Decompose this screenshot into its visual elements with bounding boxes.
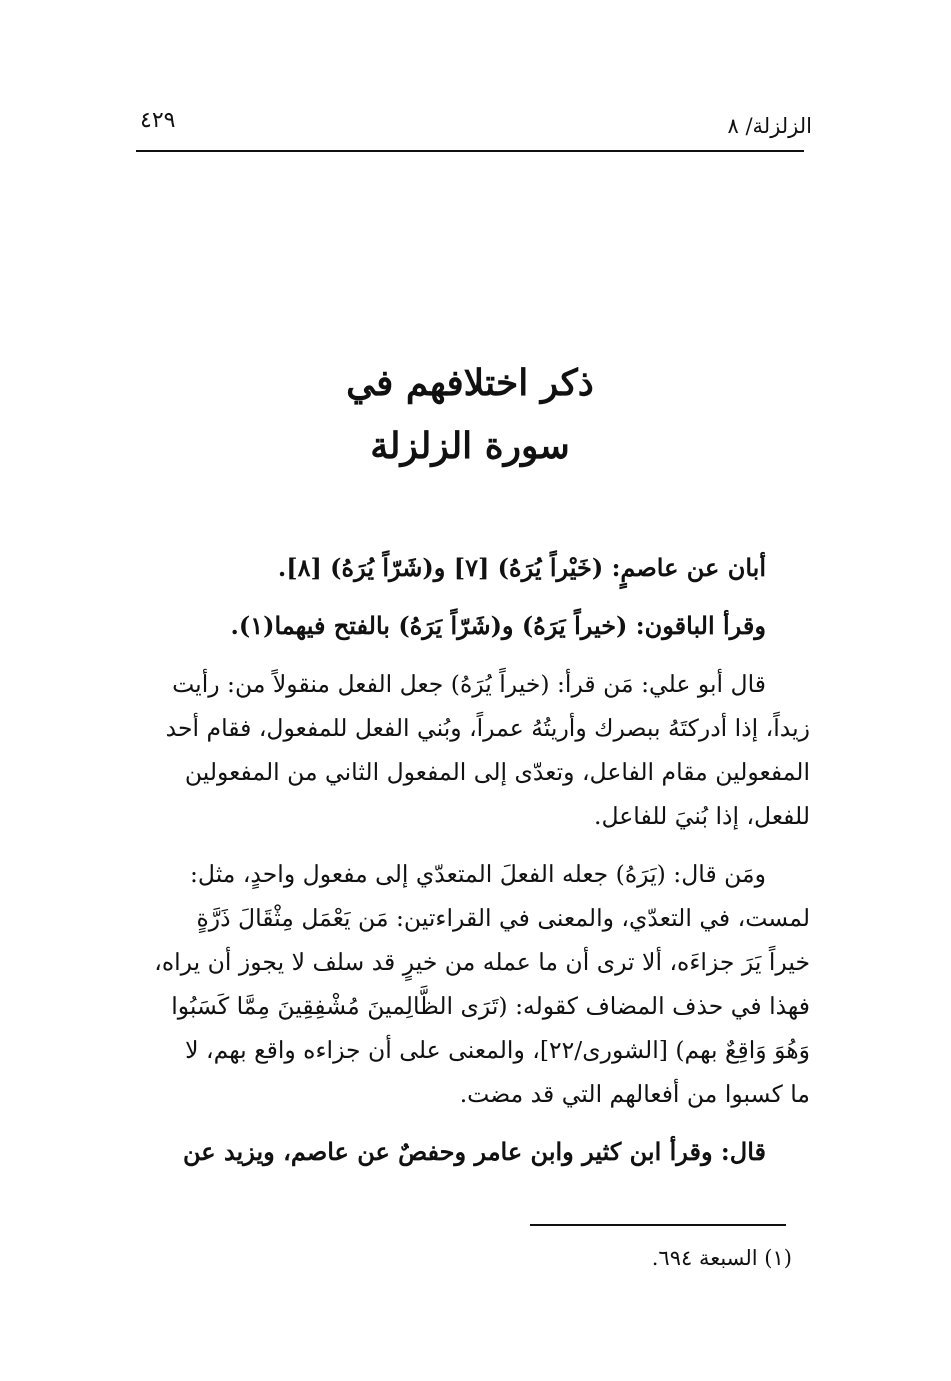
text-line: ومَن قال: (يَرَهُ) جعله الفعلَ المتعدّي إلى مفعول واحدٍ، مثل:: [189, 860, 766, 888]
text-line: فهذا في حذف المضاف كقوله: (تَرَى الظَّالِمينَ مُشْفِقِينَ مِمَّا كَسَبُوا: [171, 992, 810, 1020]
chapter-title-line-2: سورة الزلزلة: [370, 425, 570, 467]
text-line: المفعولين مقام الفاعل، وتعدّى إلى المفعول الثاني من المفعولين: [184, 758, 810, 786]
text-line: ما كسبوا من أفعالهم التي قد مضت.: [459, 1080, 810, 1108]
paragraph-abu-ali: [130, 662, 810, 838]
text-line: خيراً يَرَ جزاءَه، ألا ترى أن ما عمله من خيرٍ قد سلف لا يجوز أن يراه،: [154, 948, 810, 976]
chapter-title-line-1: ذكر اختلافهم في: [346, 362, 594, 404]
paragraph-ibn-kathir: قال: وقرأ ابن كثير وابن عامر وحفصٌ عن عاصم، ويزيد عن: [183, 1137, 766, 1166]
header-rule: [136, 150, 804, 152]
body-text: [130, 546, 810, 1174]
page-number: ٤٢٩: [140, 108, 176, 133]
page-header: [136, 108, 812, 148]
footnote-rule: [530, 1224, 786, 1226]
running-head: الزلزلة/ ٨: [727, 114, 812, 138]
paragraph-yarahu: [130, 852, 810, 1116]
footnote: (١) السبعة ٦٩٤.: [651, 1246, 792, 1270]
text-line: وَهُوَ وَاقِعٌ بهم) [الشورى/٢٢]، والمعنى على أن جزاءه واقع بهم، لا: [185, 1036, 810, 1064]
text-line: للفعل، إذا بُنيَ للفاعل.: [594, 802, 810, 830]
text-line: قال أبو علي: مَن قرأ: (خيراً يُرَهُ) جعل الفعل منقولاً من: رأيت: [172, 670, 766, 698]
paragraph-reading-aban: أبان عن عاصمٍ: (خَيْراً يُرَهُ) [٧] و(شَرّاً يُرَهُ) [٨].: [277, 553, 766, 582]
text-line: زيداً، إذا أدركتَهُ ببصرك وأريتُهُ عمراً، وبُني الفعل للمفعول، فقام أحد: [165, 714, 810, 742]
text-line: لمست، في التعدّي، والمعنى في القراءتين: مَن يَعْمَل مِثْقَالَ ذَرَّةٍ: [196, 904, 810, 932]
paragraph-reading-others: وقرأ الباقون: (خيراً يَرَهُ) و(شَرّاً يَرَهُ) بالفتح فيهما(١).: [230, 611, 766, 640]
